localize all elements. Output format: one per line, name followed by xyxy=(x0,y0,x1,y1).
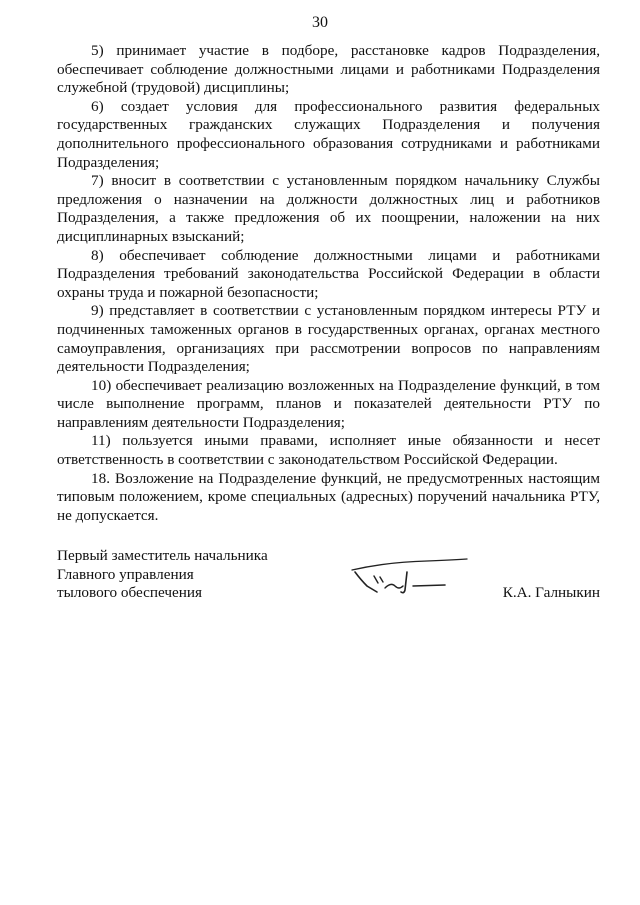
paragraph-item-10: 10) обеспечивает реализацию возложенных на Подразделение функций, в том числе выполнение программ, планов и показателей деятельности РТУ по направлениям деятельности Подразделения; xyxy=(57,376,600,431)
paragraph-item-8: 8) обеспечивает соблюдение должностными лицами и работниками Подразделения требований законодательства Российской Федерации в области охраны труда и пожарной безопасности; xyxy=(57,246,600,301)
paragraph-item-7: 7) вносит в соответствии с установленным порядком начальнику Службы предложения о назначении на должности должностных лиц и работников Подразделения, а также предложения об их поощрении, наложении на них дисциплинарных взысканий; xyxy=(57,172,600,245)
signatory-title-line: Первый заместитель начальника xyxy=(57,547,268,564)
page-number: 30 xyxy=(312,14,328,31)
signatory-title-line: тылового обеспечения xyxy=(57,584,203,602)
document-body xyxy=(57,42,600,525)
signature-block xyxy=(57,547,600,617)
paragraph-clause-18: 18. Возложение на Подразделение функций, не предусмотренных настоящим типовым положением, кроме специальных (адресных) поручений начальника РТУ, не допускается. xyxy=(57,469,600,524)
paragraph-item-11: 11) пользуется иными правами, исполняет иные обязанности и несет ответственность в соответствии с законодательством Российской Федерации. xyxy=(57,432,600,469)
paragraph-item-5: 5) принимает участие в подборе, расстановке кадров Подразделения, обеспечивает соблюдение должностными лицами и работниками Подразделения служебной (трудовой) дисциплины; xyxy=(57,42,600,97)
paragraph-item-6: 6) создает условия для профессионального развития федеральных государственных гражданских служащих Подразделения и получения дополнительного профессионального образования сотрудниками и работниками Подразделения; xyxy=(57,97,600,171)
signatory-title-line: Главного управления xyxy=(57,565,194,583)
signatory-title xyxy=(57,547,268,603)
signatory-name: К.А. Галныкин xyxy=(502,584,600,601)
handwritten-signature xyxy=(347,552,477,597)
paragraph-item-9: 9) представляет в соответствии с установленным порядком интересы РТУ и подчиненных таможенных органов в государственных органах, органах местного самоуправления, организациях при рассмотрении вопросов по направлениям деятельности Подразделения; xyxy=(57,302,600,376)
